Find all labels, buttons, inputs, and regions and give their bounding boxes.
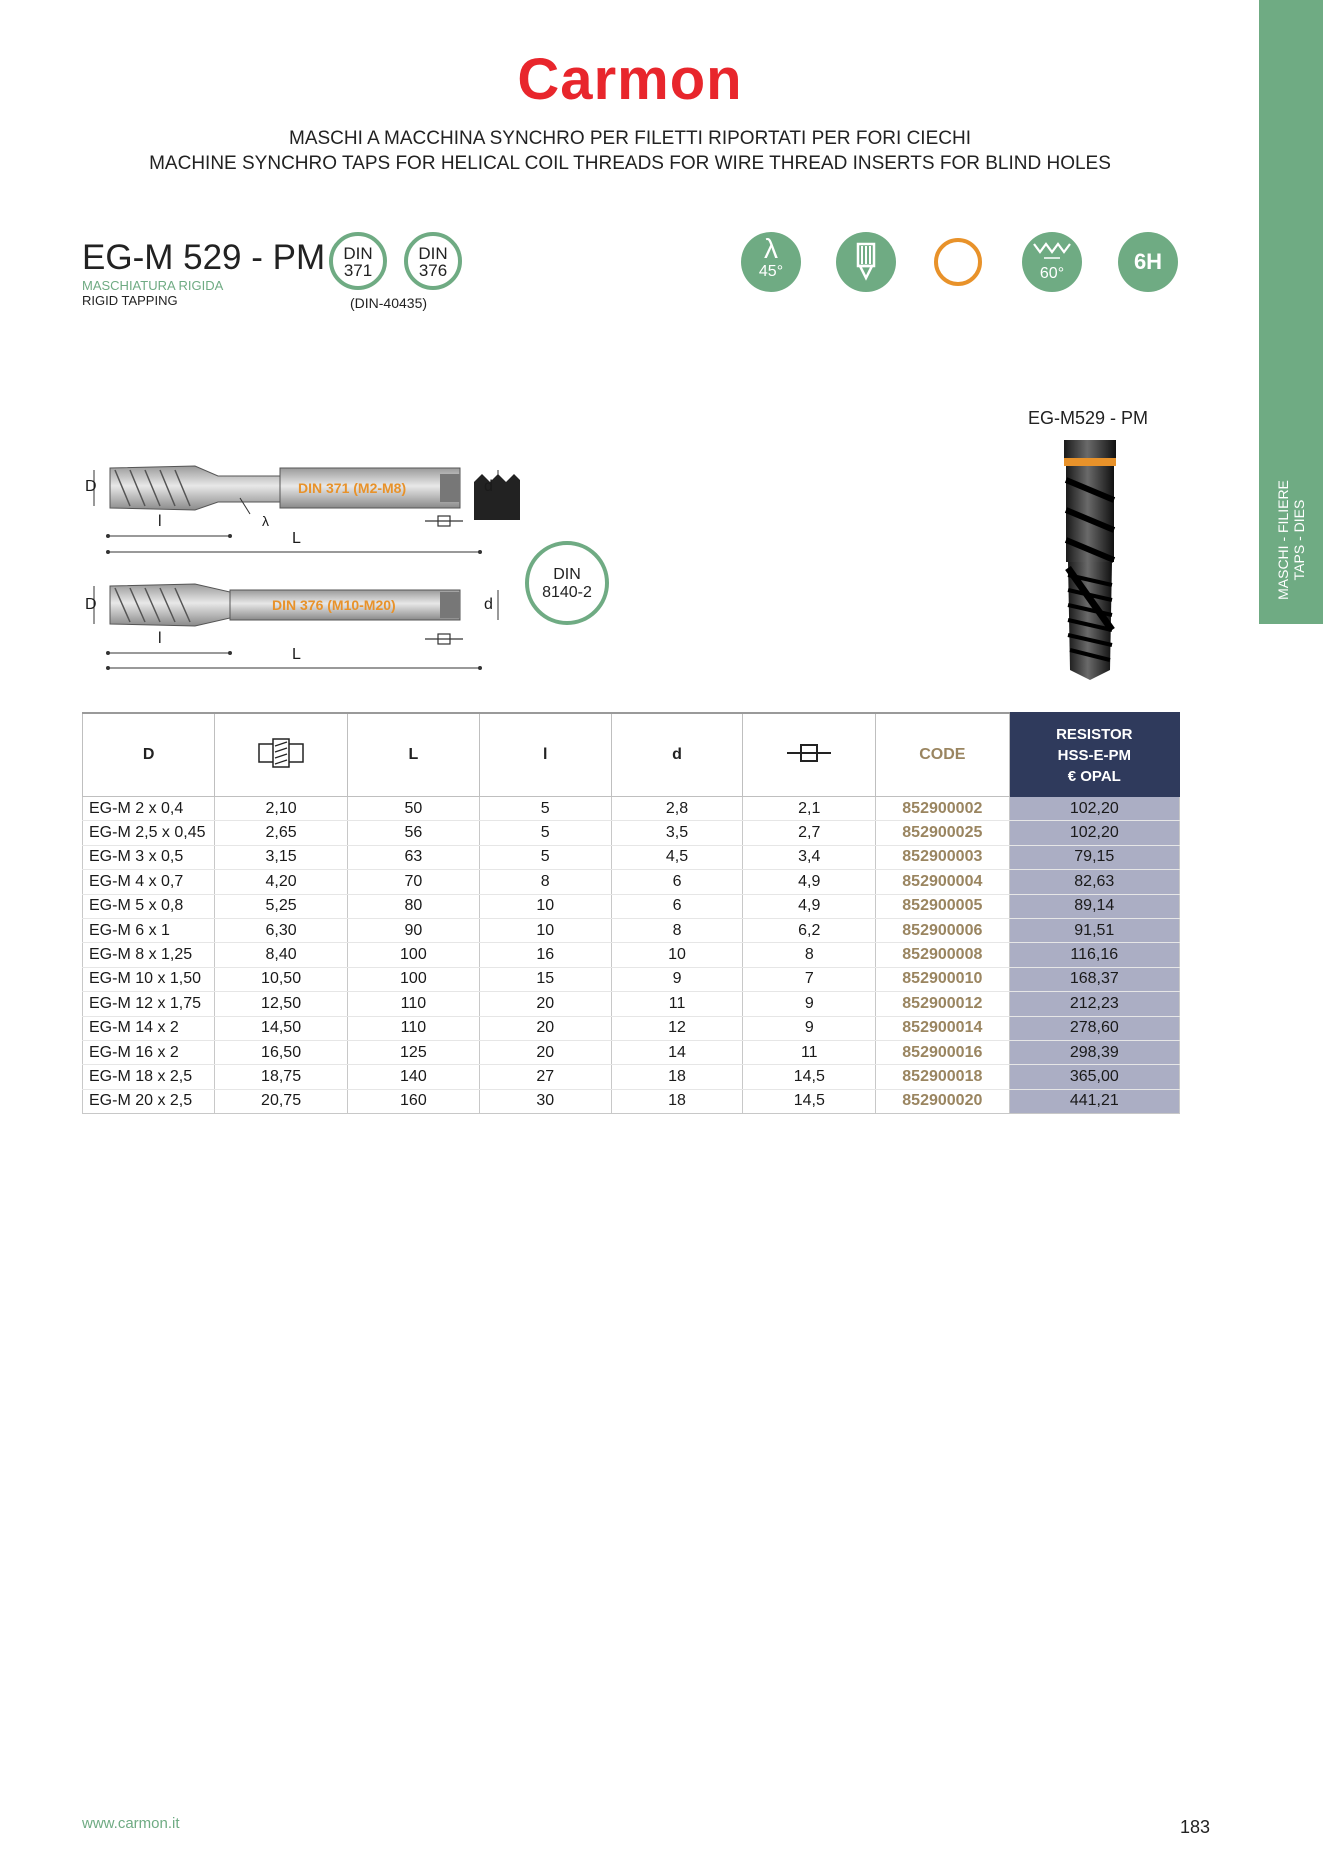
cell-D: EG-M 12 x 1,75 (83, 992, 215, 1016)
cell-price: 79,15 (1009, 845, 1179, 869)
cell-price: 168,37 (1009, 967, 1179, 991)
cell-drill: 14,50 (215, 1016, 348, 1040)
din-371-badge-line1: DIN (343, 244, 373, 263)
cell-square: 8 (743, 943, 876, 967)
cell-code: 852900025 (876, 821, 1009, 845)
header-D: D (83, 713, 215, 797)
table-row (83, 943, 1180, 967)
cell-D: EG-M 5 x 0,8 (83, 894, 215, 918)
cell-d: 18 (611, 1089, 743, 1113)
cell-L: 70 (347, 870, 479, 894)
header-L: L (347, 713, 479, 797)
cell-code: 852900008 (876, 943, 1009, 967)
cell-l: 27 (479, 1065, 611, 1089)
cell-square: 2,1 (743, 797, 876, 821)
table-row (83, 992, 1180, 1016)
cell-L: 100 (347, 967, 479, 991)
cell-L: 50 (347, 797, 479, 821)
cell-square: 3,4 (743, 845, 876, 869)
label-din-376: DIN 376 (M10-M20) (272, 597, 396, 613)
cell-l: 20 (479, 1040, 611, 1064)
cell-square: 4,9 (743, 894, 876, 918)
cell-code: 852900012 (876, 992, 1009, 1016)
cell-l: 5 (479, 845, 611, 869)
table-row (83, 1089, 1180, 1113)
product-photo-label: EG-M529 - PM (1028, 408, 1149, 428)
cell-d: 2,8 (611, 797, 743, 821)
table-row (83, 1065, 1180, 1089)
cell-D: EG-M 3 x 0,5 (83, 845, 215, 869)
cell-drill: 2,65 (215, 821, 348, 845)
cell-price: 278,60 (1009, 1016, 1179, 1040)
thread-angle-icon (1022, 232, 1082, 292)
dim-D-bottom: D (85, 596, 97, 613)
cell-code: 852900002 (876, 797, 1009, 821)
cell-L: 56 (347, 821, 479, 845)
cell-l: 15 (479, 967, 611, 991)
product-photo (1060, 440, 1120, 690)
cell-d: 18 (611, 1065, 743, 1089)
cell-price: 102,20 (1009, 797, 1179, 821)
cell-drill: 16,50 (215, 1040, 348, 1064)
cell-l: 10 (479, 894, 611, 918)
cell-square: 9 (743, 992, 876, 1016)
cell-code: 852900004 (876, 870, 1009, 894)
header-square (743, 713, 876, 797)
cell-d: 10 (611, 943, 743, 967)
din-note: (DIN-40435) (350, 295, 428, 311)
cell-price: 116,16 (1009, 943, 1179, 967)
din-376-badge-line2: 376 (418, 261, 448, 280)
thread-form-icon (474, 474, 520, 520)
cell-l: 30 (479, 1089, 611, 1113)
cell-drill: 3,15 (215, 845, 348, 869)
cell-price: 365,00 (1009, 1065, 1179, 1089)
cell-D: EG-M 2,5 x 0,45 (83, 821, 215, 845)
table-row (83, 967, 1180, 991)
subtitle-italian: MASCHI A MACCHINA SYNCHRO PER FILETTI RIPORTATI PER FORI CIECHI (289, 128, 971, 149)
din-371-badge (329, 232, 387, 290)
cell-L: 125 (347, 1040, 479, 1064)
cell-code: 852900003 (876, 845, 1009, 869)
helix-angle-value: 45° (758, 263, 784, 280)
cell-price: 102,20 (1009, 821, 1179, 845)
cell-D: EG-M 4 x 0,7 (83, 870, 215, 894)
tap-shank-icon (836, 232, 896, 292)
cell-square: 9 (743, 1016, 876, 1040)
cell-code: 852900018 (876, 1065, 1009, 1089)
cell-d: 9 (611, 967, 743, 991)
cell-drill: 20,75 (215, 1089, 348, 1113)
cell-L: 90 (347, 918, 479, 942)
cell-L: 160 (347, 1089, 479, 1113)
cell-d: 6 (611, 870, 743, 894)
cell-drill: 6,30 (215, 918, 348, 942)
header-code: CODE (876, 713, 1009, 797)
table-row (83, 918, 1180, 942)
header-l: l (479, 713, 611, 797)
cell-code: 852900005 (876, 894, 1009, 918)
cell-code: 852900010 (876, 967, 1009, 991)
cell-D: EG-M 18 x 2,5 (83, 1065, 215, 1089)
cell-l: 10 (479, 918, 611, 942)
side-tab-line2: TAPS - DIES (1291, 499, 1307, 581)
cell-square: 6,2 (743, 918, 876, 942)
cell-square: 7 (743, 967, 876, 991)
cell-d: 8 (611, 918, 743, 942)
helix-angle-icon (741, 232, 801, 292)
dim-d-bottom: d (484, 596, 493, 613)
cell-l: 20 (479, 992, 611, 1016)
din-371-badge-line2: 371 (343, 261, 373, 280)
cell-D: EG-M 10 x 1,50 (83, 967, 215, 991)
cell-d: 11 (611, 992, 743, 1016)
cell-D: EG-M 14 x 2 (83, 1016, 215, 1040)
cell-drill: 8,40 (215, 943, 348, 967)
header-price-line3: € OPAL (1067, 767, 1121, 785)
subtitle-english: MACHINE SYNCHRO TAPS FOR HELICAL COIL THREADS FOR WIRE THREAD INSERTS FOR BLIND HOLES (149, 153, 1111, 174)
product-title: EG-M 529 - PM (82, 238, 326, 277)
drill-hole-icon (257, 736, 305, 770)
cell-drill: 18,75 (215, 1065, 348, 1089)
coating-ring-icon (934, 238, 982, 286)
cell-drill: 5,25 (215, 894, 348, 918)
cell-square: 2,7 (743, 821, 876, 845)
product-subtitle-italian: MASCHIATURA RIGIDA (82, 278, 224, 293)
cell-l: 5 (479, 797, 611, 821)
cell-L: 63 (347, 845, 479, 869)
table-row (83, 1016, 1180, 1040)
header-price-line2: HSS-E-PM (1057, 746, 1131, 764)
table-row (83, 845, 1180, 869)
cell-d: 4,5 (611, 845, 743, 869)
label-din-371: DIN 371 (M2-M8) (298, 480, 407, 496)
din-376-badge-line1: DIN (418, 244, 448, 263)
side-tab-line1: MASCHI - FILIERE (1275, 480, 1291, 600)
dim-D-top: D (85, 478, 97, 495)
thread-form-label: E (556, 494, 568, 513)
cell-price: 212,23 (1009, 992, 1179, 1016)
cell-l: 5 (479, 821, 611, 845)
cell-l: 16 (479, 943, 611, 967)
cell-L: 100 (347, 943, 479, 967)
square-drive-icon (785, 741, 833, 765)
spec-table (82, 712, 1180, 1114)
table-row (83, 821, 1180, 845)
cell-square: 14,5 (743, 1065, 876, 1089)
product-subtitle-english: RIGID TAPPING (82, 293, 178, 308)
dim-lambda: λ (262, 513, 269, 529)
header-price-line1: RESISTOR (1056, 725, 1133, 743)
cell-square: 14,5 (743, 1089, 876, 1113)
cell-price: 441,21 (1009, 1089, 1179, 1113)
dim-d-top: d (484, 478, 493, 495)
cell-d: 3,5 (611, 821, 743, 845)
table-row (83, 870, 1180, 894)
cell-drill: 12,50 (215, 992, 348, 1016)
cell-price: 298,39 (1009, 1040, 1179, 1064)
cell-drill: 10,50 (215, 967, 348, 991)
cell-l: 20 (479, 1016, 611, 1040)
cell-D: EG-M 2 x 0,4 (83, 797, 215, 821)
cell-L: 80 (347, 894, 479, 918)
din-376-badge (404, 232, 462, 290)
cell-d: 12 (611, 1016, 743, 1040)
cell-D: EG-M 6 x 1 (83, 918, 215, 942)
cell-l: 8 (479, 870, 611, 894)
side-tab (1259, 0, 1323, 624)
tolerance-value: 6H (1133, 249, 1163, 274)
side-tab-label (1275, 480, 1307, 600)
header-drill (215, 713, 348, 797)
cell-code: 852900020 (876, 1089, 1009, 1113)
din-8140-badge (525, 541, 609, 625)
table-row (83, 797, 1180, 821)
brand-logo: Carmon (517, 47, 743, 112)
dim-l-bottom: l (158, 630, 162, 647)
cell-code: 852900006 (876, 918, 1009, 942)
cell-price: 89,14 (1009, 894, 1179, 918)
cell-drill: 2,10 (215, 797, 348, 821)
cell-square: 11 (743, 1040, 876, 1064)
cell-price: 91,51 (1009, 918, 1179, 942)
dim-l-top: l (158, 513, 162, 530)
page-number: 183 (1180, 1817, 1211, 1837)
cell-code: 852900016 (876, 1040, 1009, 1064)
header-d: d (611, 713, 743, 797)
tolerance-icon (1118, 232, 1178, 292)
cell-code: 852900014 (876, 1016, 1009, 1040)
cell-D: EG-M 8 x 1,25 (83, 943, 215, 967)
table-row (83, 894, 1180, 918)
din-8140-line2: 8140-2 (542, 584, 592, 601)
header-price (1009, 713, 1179, 797)
helix-symbol: λ (764, 233, 778, 264)
dim-L-top: L (292, 530, 301, 547)
table-header-row (83, 713, 1180, 797)
square-drive-icon (425, 516, 463, 526)
cell-L: 110 (347, 1016, 479, 1040)
cell-D: EG-M 16 x 2 (83, 1040, 215, 1064)
cell-L: 140 (347, 1065, 479, 1089)
cell-square: 4,9 (743, 870, 876, 894)
table-row (83, 1040, 1180, 1064)
din-8140-line1: DIN (553, 566, 581, 583)
cell-d: 14 (611, 1040, 743, 1064)
footer-url[interactable]: www.carmon.it (82, 1815, 180, 1832)
dim-L-bottom: L (292, 646, 301, 663)
cell-D: EG-M 20 x 2,5 (83, 1089, 215, 1113)
thread-angle-value: 60° (1039, 265, 1065, 282)
cell-drill: 4,20 (215, 870, 348, 894)
cell-d: 6 (611, 894, 743, 918)
cell-price: 82,63 (1009, 870, 1179, 894)
cell-L: 110 (347, 992, 479, 1016)
